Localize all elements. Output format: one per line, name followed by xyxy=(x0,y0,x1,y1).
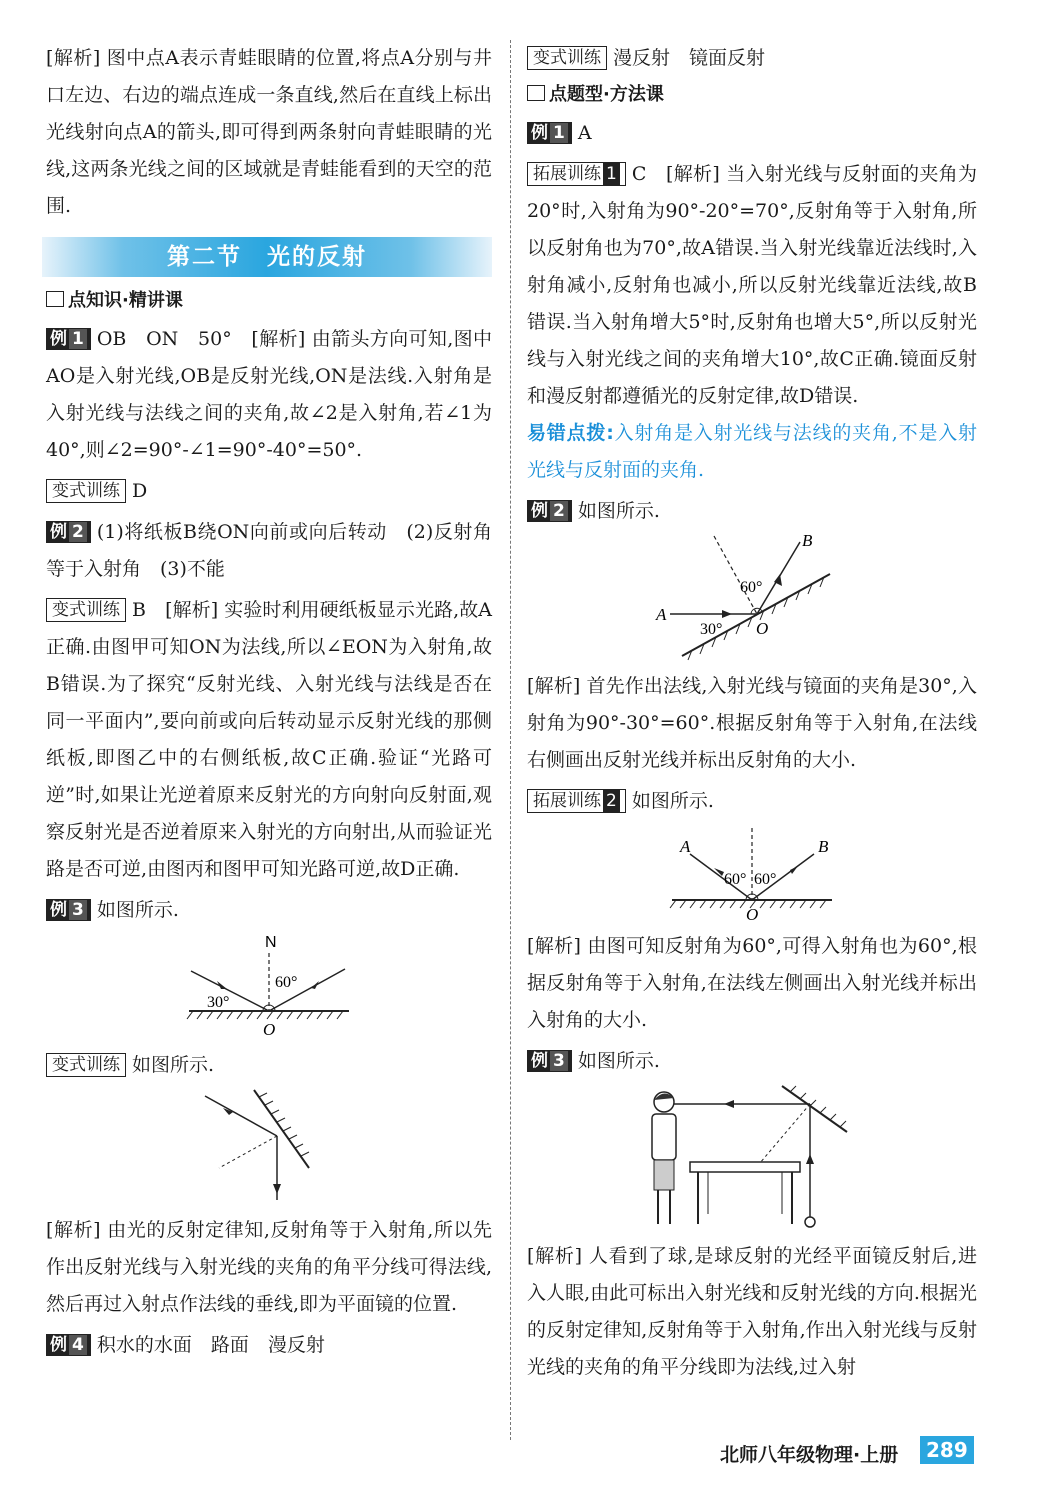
reflection-figure-3 xyxy=(652,824,852,924)
page-number: 289 xyxy=(920,1436,974,1464)
right-column xyxy=(527,40,977,1386)
reflection-figure-2 xyxy=(652,534,852,664)
intro-paragraph: [解析] 图中点A表示青蛙眼睛的位置,将点A分别与井口左边、右边的端点连成一条直线,然后在直线上标出光线射向点A的箭头,即可得到两条射向青蛙眼睛的光线,这两条光线之间的区域就是青蛙能看到的天空的范围. xyxy=(46,47,492,217)
variant-badge: 变式训练 xyxy=(46,479,126,503)
reflection-figure-1 xyxy=(169,933,369,1043)
training-1: 拓展训练 1 C [解析] 当入射光线与反射面的夹角为20°时,入射角为90°-20°=70°,反射角等于入射角,所以反射角也为70°,故A错误.当入射光线靠近法线时,入射角减小,反射角也减小,所以反射光线靠近法线,故B错误.当入射角增大5°时,反射角也增大5°,所以反射光线与入射光线之间的夹角增大10°,故C正确.镜面反射和漫反射都遵循光的反射定律,故D错误. xyxy=(527,163,977,407)
label-60: 60° xyxy=(275,974,298,991)
label-30: 30° xyxy=(700,621,723,638)
label-o: O xyxy=(746,905,759,924)
subhead-knowledge: 点知识·精讲课 xyxy=(46,285,492,317)
label-a: A xyxy=(680,837,691,856)
example-badge: 例 2 xyxy=(527,500,572,522)
book-title: 北师八年级物理·上册 xyxy=(720,1444,899,1466)
variant-top: 变式训练 漫反射 镜面反射 xyxy=(527,40,977,77)
right-example-3: 例 3 如图所示. xyxy=(527,1043,977,1080)
right-example-3-explanation: [解析] 人看到了球,是球反射的光经平面镜反射后,进入人眼,由此可标出入射光线和反射光线的方向.根据光的反射定律知,反射角等于入射角,作出入射光线与反射光线的夹角的角平分线即为法线,过入射 xyxy=(527,1245,977,1378)
label-o: O xyxy=(263,1020,276,1039)
example-4: 例 4 积水的水面 路面 漫反射 xyxy=(46,1327,492,1364)
right-example-1: 例 1 A xyxy=(527,115,977,152)
example-badge: 例 1 xyxy=(527,122,572,144)
left-column xyxy=(46,40,492,1364)
label-b: B xyxy=(802,534,813,550)
variant-badge: 变式训练 xyxy=(46,598,126,622)
label-60-right: 60° xyxy=(754,871,777,888)
training-badge: 拓展训练 1 xyxy=(527,162,626,186)
label-b: B xyxy=(818,837,829,856)
example-badge: 例 2 xyxy=(46,521,91,543)
example-badge: 例 3 xyxy=(527,1050,572,1072)
label-o: O xyxy=(756,619,769,638)
variant-3-explanation: [解析] 由光的反射定律知,反射角等于入射角,所以先作出反射光线与入射光线的夹角的角平分线可得法线,然后再过入射点作法线的垂线,即为平面镜的位置. xyxy=(46,1219,492,1315)
variant-badge: 变式训练 xyxy=(46,1053,126,1077)
label-60-left: 60° xyxy=(724,871,747,888)
book-icon xyxy=(527,85,545,101)
example-3: 例 3 如图所示. xyxy=(46,892,492,929)
training-badge: 拓展训练 2 xyxy=(527,789,626,813)
variant-3: 变式训练 如图所示. xyxy=(46,1047,492,1084)
section-title: 第二节 光的反射 xyxy=(42,237,492,277)
label-n: N xyxy=(265,934,277,951)
example-badge: 例 1 xyxy=(46,328,91,350)
right-example-2: 例 2 如图所示. xyxy=(527,493,977,530)
example-badge: 例 3 xyxy=(46,899,91,921)
variant-1: 变式训练 D xyxy=(46,473,492,510)
label-60: 60° xyxy=(740,579,763,596)
training-2: 拓展训练 2 如图所示. xyxy=(527,783,977,820)
label-30: 30° xyxy=(207,994,230,1011)
variant-2: 变式训练 B [解析] 实验时利用硬纸板显示光路,故A正确.由图甲可知ON为法线,所以∠EON为入射角,故B错误.为了探究“反射光线、入射光线与法线是否在同一平面内”,要向前或向后转动显示反射光线的那侧纸板,即图乙中的右侧纸板,故C正确.验证“光路可逆”时,如果让光逆着原来反射光的方向射向反射面,观察反射光是否逆着原来入射光的方向射出,从而验证光路是否可逆,由图丙和图甲可知光路可逆,故D正确. xyxy=(46,599,492,880)
example-2: 例 2 (1)将纸板B绕ON向前或向后转动 (2)反射角等于入射角 (3)不能 xyxy=(46,521,492,580)
person-table-mirror-figure xyxy=(642,1084,862,1234)
column-divider xyxy=(510,40,511,1440)
ball-icon xyxy=(805,1217,815,1227)
label-a: A xyxy=(656,605,667,624)
right-example-2-explanation: [解析] 首先作出法线,入射光线与镜面的夹角是30°,入射角为90°-30°=60°.根据反射角等于入射角,在法线右侧画出反射光线并标出反射角的大小. xyxy=(527,675,977,771)
example-badge: 例 4 xyxy=(46,1334,91,1356)
training-2-explanation: [解析] 由图可知反射角为60°,可得入射角也为60°,根据反射角等于入射角,在法线左侧画出入射光线并标出入射角的大小. xyxy=(527,935,977,1031)
common-mistake-tip: 易错点拨:入射角是入射光线与法线的夹角,不是入射光线与反射面的夹角. xyxy=(527,422,977,481)
example-1: 例 1 OB ON 50° [解析] 由箭头方向可知,图中AO是入射光线,OB是反射光线,ON是法线.入射角是入射光线与法线之间的夹角,故∠2是入射角,若∠1为40°,则∠2=90°-∠1=90°-40°=50°. xyxy=(46,328,492,461)
mirror-figure xyxy=(199,1088,339,1208)
book-icon xyxy=(46,291,64,307)
subhead-method: 点题型·方法课 xyxy=(527,79,977,111)
variant-badge: 变式训练 xyxy=(527,46,607,70)
